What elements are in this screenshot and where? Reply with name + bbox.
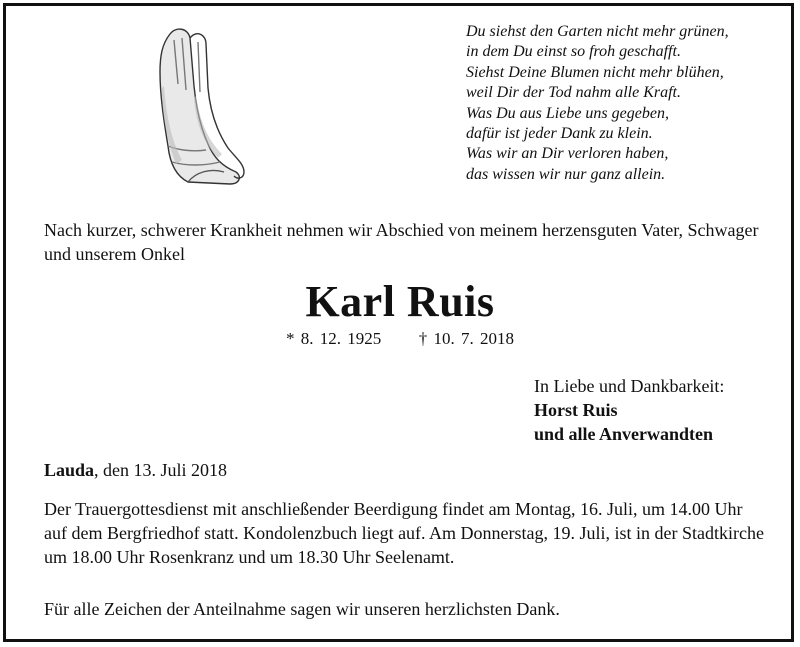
place-date	[44, 460, 227, 481]
birth-date: * 8. 12. 1925	[286, 329, 382, 348]
poem-line: dafür ist jeder Dank zu klein.	[466, 125, 653, 143]
deceased-name: Karl Ruis	[305, 277, 495, 326]
mourner-relatives: und alle Anverwandten	[534, 424, 714, 444]
place-date-text: , den 13. Juli 2018	[94, 460, 228, 480]
life-dates	[0, 329, 800, 349]
memorial-poem	[466, 22, 729, 185]
poem-line: Siehst Deine Blumen nicht mehr blühen,	[466, 63, 724, 81]
poem-line: Du siehst den Garten nicht mehr grünen,	[466, 23, 729, 40]
poem-line: in dem Du einst so froh geschafft.	[466, 43, 681, 61]
praying-hands-icon	[148, 26, 248, 186]
poem-line: das wissen wir nur ganz allein.	[466, 165, 666, 183]
service-info: Der Trauergottesdienst mit anschließender Beerdigung findet am Montag, 16. Juli, um 14.00 Uhr auf dem Bergfriedhof statt. Kondolenzbuch liegt auf. Am Donnerstag, 19. Juli, ist in der Stadtkirche um 18.00 Uhr Rosenkranz und um 18.30 Uhr Seelenamt.	[44, 499, 765, 567]
poem-line: Was wir an Dir verloren haben,	[466, 145, 669, 163]
mourners-block	[534, 374, 724, 446]
poem-line: weil Dir der Tod nahm alle Kraft.	[466, 84, 681, 102]
death-date: † 10. 7. 2018	[418, 329, 514, 348]
mourner-name: Horst Ruis	[534, 400, 618, 420]
mourners-intro: In Liebe und Dankbarkeit:	[534, 376, 725, 396]
intro-text: Nach kurzer, schwerer Krankheit nehmen wir Abschied von meinem herzensguten Vater, Schwager und unserem Onkel	[44, 220, 759, 264]
thanks-text: Für alle Zeichen der Anteilnahme sagen wir unseren herzlichsten Dank.	[44, 599, 560, 619]
poem-line: Was Du aus Liebe uns gegeben,	[466, 104, 669, 122]
place-city: Lauda	[44, 460, 95, 480]
